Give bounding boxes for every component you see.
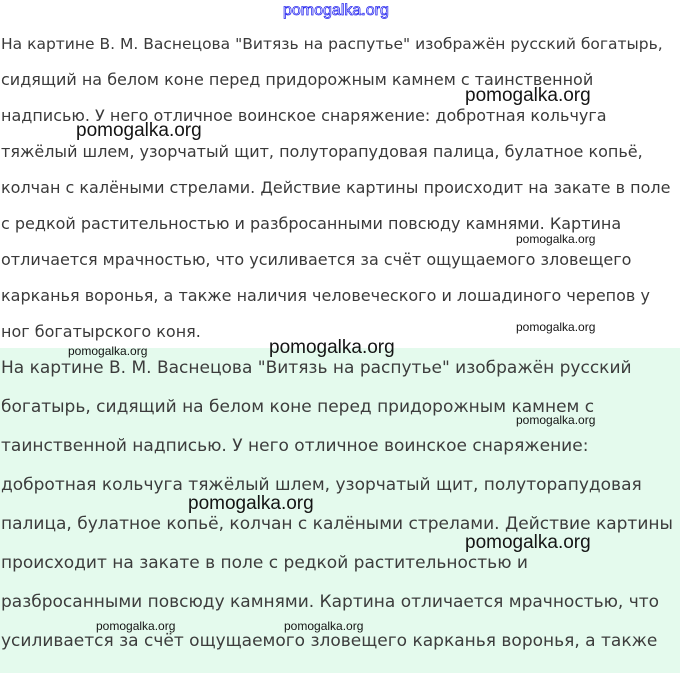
paragraph-2-line: разбросанными повсюду камнями. Картина отличается мрачностью, что bbox=[1, 592, 660, 612]
watermark: pomogalka.org bbox=[269, 337, 395, 358]
paragraph-2-line: палица, булатное копьё, колчан с калёными стрелами. Действие картины bbox=[1, 514, 673, 534]
watermark: pomogalka.org bbox=[188, 493, 314, 514]
watermark: pomogalka.org bbox=[68, 344, 148, 358]
watermark: pomogalka.org bbox=[516, 413, 596, 427]
paragraph-1-line: ног богатырского коня. bbox=[1, 322, 201, 341]
watermark: pomogalka.org bbox=[284, 619, 364, 633]
paragraph-1-line: тяжёлый шлем, узорчатый щит, полуторапудовая палица, булатное копьё, bbox=[1, 142, 643, 161]
paragraph-1-line: карканья воронья, а также наличия человеческого и лошадиного черепов у bbox=[1, 286, 650, 305]
paragraph-1-line: отличается мрачностью, что усиливается за счёт ощущаемого зловещего bbox=[1, 250, 632, 269]
watermark-top: pomogalka.org bbox=[283, 2, 389, 19]
paragraph-1-line: надписью. У него отличное воинское снаряжение: добротная кольчуга bbox=[1, 106, 607, 125]
paragraph-1-line: с редкой растительностью и разбросанными повсюду камнями. Картина bbox=[1, 214, 622, 233]
paragraph-2-line: На картине В. М. Васнецова "Витязь на распутье" изображён русский bbox=[1, 358, 632, 378]
watermark: pomogalka.org bbox=[96, 619, 176, 633]
paragraph-2-line: добротная кольчуга тяжёлый шлем, узорчатый щит, полуторапудовая bbox=[1, 475, 642, 495]
watermark: pomogalka.org bbox=[516, 320, 596, 334]
watermark: pomogalka.org bbox=[465, 532, 591, 553]
watermark: pomogalka.org bbox=[76, 120, 202, 141]
watermark: pomogalka.org bbox=[465, 85, 591, 106]
paragraph-2-line: таинственной надписью. У него отличное воинское снаряжение: bbox=[1, 436, 589, 456]
paragraph-2-line: происходит на закате в поле с редкой растительностью и bbox=[1, 553, 528, 573]
paragraph-2-line: богатырь, сидящий на белом коне перед придорожным камнем с bbox=[1, 397, 595, 417]
paragraph-2-line: усиливается за счёт ощущаемого зловещего карканья воронья, а также bbox=[1, 631, 658, 651]
paragraph-1-line: сидящий на белом коне перед придорожным камнем с таинственной bbox=[1, 70, 594, 89]
paragraph-1-line: На картине В. М. Васнецова "Витязь на распутье" изображён русский богатырь, bbox=[1, 35, 663, 53]
watermark: pomogalka.org bbox=[516, 232, 596, 246]
paragraph-1-line: колчан с калёными стрелами. Действие картины происходит на закате в поле bbox=[1, 178, 671, 197]
